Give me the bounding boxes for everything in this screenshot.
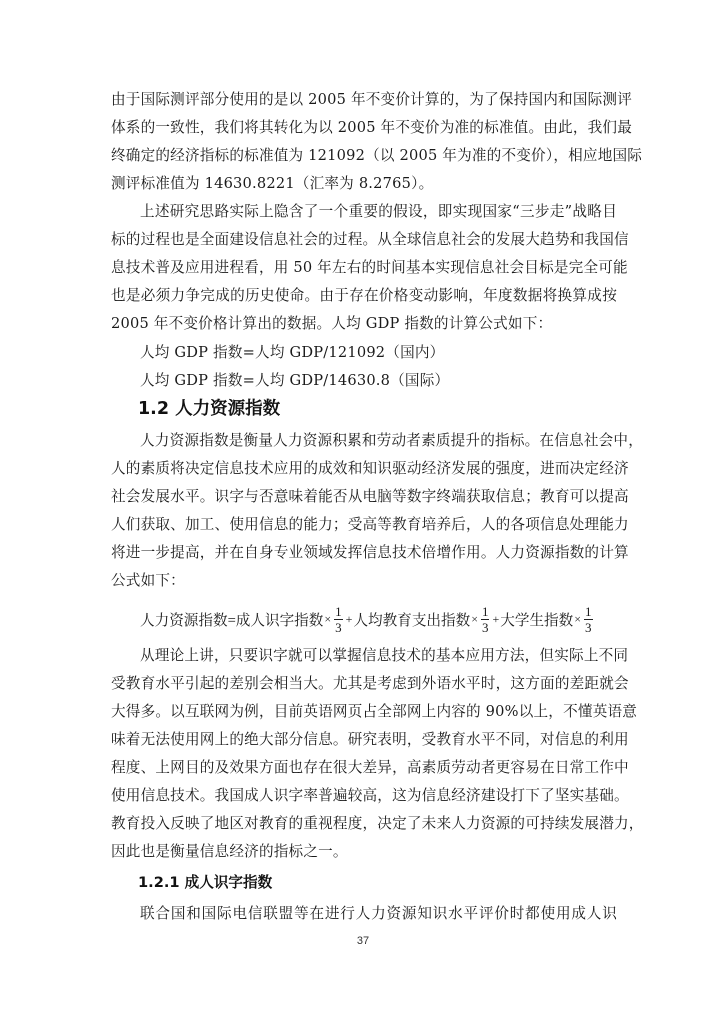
section-heading-1-2: 1.2 人力资源指数 — [138, 399, 281, 419]
paragraph-1-line-3: 终确定的经济指标的标准值为 121092（以 2005 年为准的不变价），相应地国际 — [111, 147, 643, 164]
formula-term-education-spending: 人均教育支出指数 — [353, 612, 471, 629]
fraction-one-third — [334, 604, 343, 635]
paragraph-4-line-5: 程度、上网目的及效果方面也存在很大差异，高素质劳动者更容易在日常工作中 — [111, 759, 629, 776]
paragraph-2-line-4: 也是必须力争完成的历史使命。由于存在价格变动影响，年度数据将换算成按 — [111, 287, 617, 304]
formula-lhs: 人力资源指数= — [140, 612, 236, 629]
formula-term-literacy: 成人识字指数 — [235, 612, 324, 629]
plus-sign: + — [492, 611, 500, 626]
fraction-one-third — [481, 604, 490, 635]
paragraph-4-line-3: 大得多。以互联网为例，目前英语网页占全部网上内容的 90%以上，不懂英语意 — [111, 703, 638, 720]
fraction-denominator: 3 — [481, 619, 489, 635]
paragraph-3-line-5: 将进一步提高，并在自身专业领域发挥信息技术倍增作用。人力资源指数的计算 — [111, 544, 629, 561]
multiply-sign: × — [324, 611, 332, 626]
paragraph-2-line-1: 上述研究思路实际上隐含了一个重要的假设，即实现国家“三步走”战略目 — [140, 203, 617, 220]
paragraph-1-line-1: 由于国际测评部分使用的是以 2005 年不变价计算的，为了保持国内和国际测评 — [111, 91, 633, 108]
paragraph-3-line-3: 社会发展水平。识字与否意味着能否从电脑等数字终端获取信息；教育可以提高 — [111, 488, 629, 505]
paragraph-5-line-1: 联合国和国际电信联盟等在进行人力资源知识水平评价时都使用成人识 — [140, 905, 617, 922]
paragraph-2-line-2: 标的过程也是全面建设信息社会的过程。从全球信息社会的发展大趋势和我国信 — [111, 231, 629, 248]
paragraph-3-line-1: 人力资源指数是衡量人力资源积累和劳动者素质提升的指标。在信息社会中， — [140, 432, 643, 449]
fraction-denominator: 3 — [335, 619, 342, 635]
paragraph-4-line-1: 从理论上讲，只要识字就可以掌握信息技术的基本应用方法，但实际上不同 — [140, 647, 629, 664]
formula-gdp-international: 人均 GDP 指数=人均 GDP/14630.8（国际） — [140, 372, 450, 389]
paragraph-3-line-6: 公式如下： — [111, 572, 185, 589]
paragraph-1-line-2: 体系的一致性，我们将其转化为以 2005 年不变价为准的标准值。由此，我们最 — [111, 119, 633, 136]
page-number: 37 — [356, 935, 370, 947]
paragraph-1-line-4: 测评标准值为 14630.8221（汇率为 8.2765）。 — [111, 175, 434, 192]
paragraph-4-line-6: 使用信息技术。我国成人识字率普遍较高，这为信息经济建设打下了坚实基础。 — [111, 787, 629, 804]
multiply-sign: × — [574, 611, 582, 626]
paragraph-4-line-2: 受教育水平引起的差别会相当大。尤其是考虑到外语水平时，这方面的差距就会 — [111, 675, 629, 692]
fraction-numerator: 1 — [335, 603, 342, 619]
multiply-sign: × — [471, 611, 478, 626]
paragraph-4-line-4: 味着无法使用网上的绝大部分信息。研究表明，受教育水平不同，对信息的利用 — [111, 731, 629, 748]
paragraph-3-line-2: 人的素质将决定信息技术应用的成效和知识驱动经济发展的强度，进而决定经济 — [111, 460, 629, 477]
formula-term-college-students: 大学生指数 — [500, 612, 574, 629]
paragraph-2-line-5: 2005 年不变价格计算出的数据。人均 GDP 指数的计算公式如下： — [111, 315, 553, 332]
paragraph-4-line-8: 因此也是衡量信息经济的指标之一。 — [111, 843, 348, 860]
fraction-numerator: 1 — [585, 603, 592, 619]
paragraph-3-line-4: 人们获取、加工、使用信息的能力；受高等教育培养后，人的各项信息处理能力 — [111, 516, 629, 533]
fraction-one-third — [584, 604, 593, 635]
fraction-numerator: 1 — [481, 603, 489, 619]
paragraph-2-line-3: 息技术普及应用进程看，用 50 年左右的时间基本实现信息社会目标是完全可能 — [111, 259, 628, 276]
paragraph-4-line-7: 教育投入反映了地区对教育的重视程度，决定了未来人力资源的可持续发展潜力， — [111, 815, 644, 832]
formula-gdp-domestic: 人均 GDP 指数=人均 GDP/121092（国内） — [140, 344, 445, 361]
formula-human-resource-index — [140, 596, 595, 642]
fraction-denominator: 3 — [585, 619, 592, 635]
plus-sign: + — [345, 611, 353, 626]
section-heading-1-2-1: 1.2.1 成人识字指数 — [138, 874, 273, 891]
